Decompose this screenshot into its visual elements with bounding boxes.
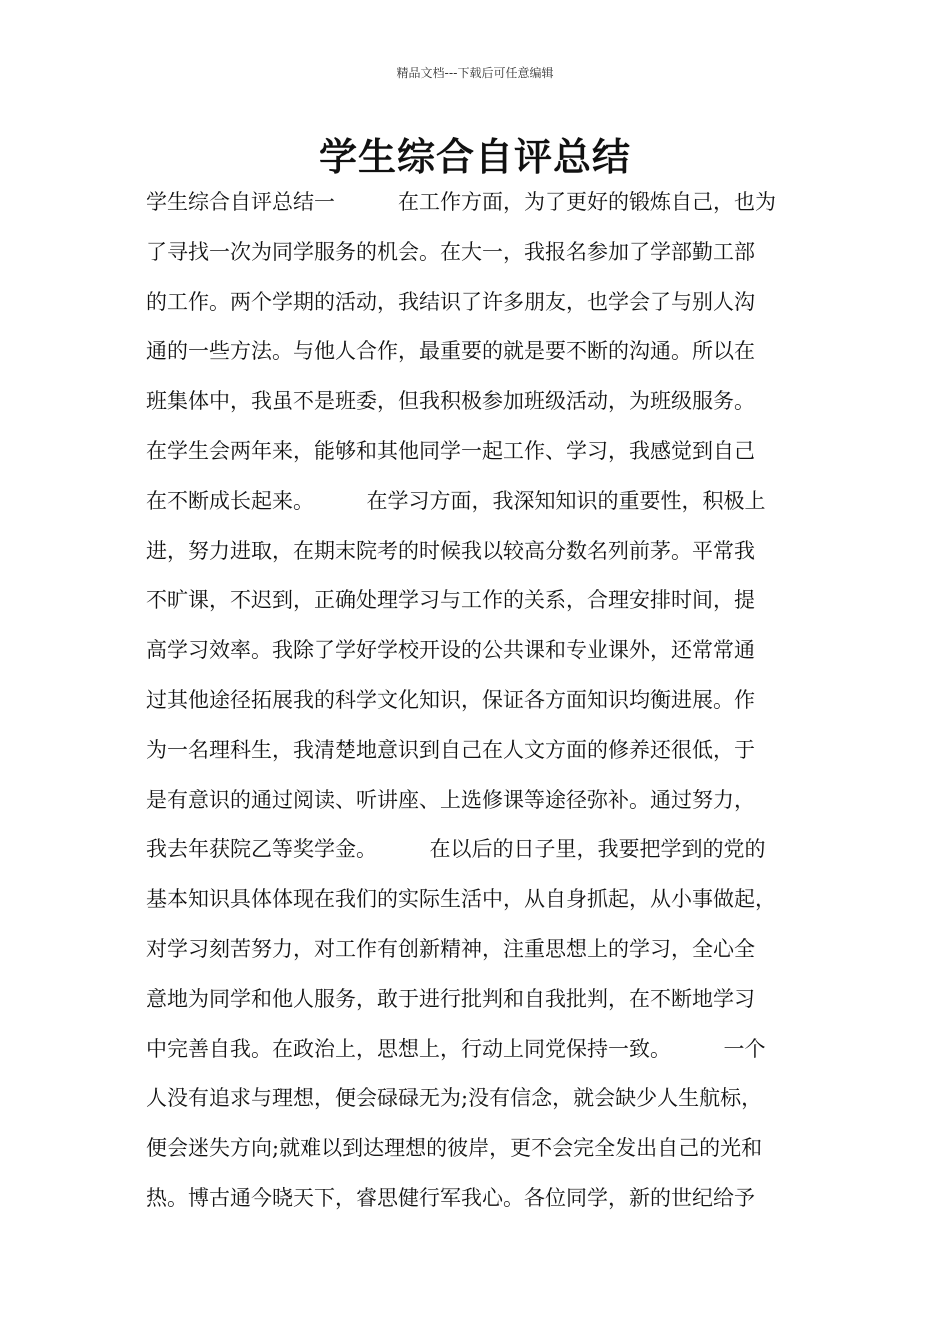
document-title: 学生综合自评总结: [318, 135, 631, 179]
body-line: 便会迷失方向;就难以到达理想的彼岸，更不会完全发出自己的光和: [146, 1136, 763, 1161]
body-line: 进，努力进取，在期末院考的时候我以较高分数名列前茅。平常我: [146, 538, 755, 563]
body-line: 对学习刻苦努力，对工作有创新精神，注重思想上的学习，全心全: [146, 936, 755, 961]
body-line: 意地为同学和他人服务，敢于进行批判和自我批判，在不断地学习: [146, 986, 755, 1011]
body-line: 高学习效率。我除了学好学校开设的公共课和专业课外，还常常通: [146, 638, 755, 663]
body-line: 为一名理科生，我清楚地意识到自己在人文方面的修养还很低，于: [146, 737, 755, 762]
body-line: 在不断成长起来。 在学习方面，我深知知识的重要性，积极上: [146, 488, 766, 513]
body-line: 是有意识的通过阅读、听讲座、上选修课等途径弥补。通过努力，: [146, 787, 755, 812]
body-line: 的工作。两个学期的活动，我结识了许多朋友，也学会了与别人沟: [146, 289, 755, 314]
body-line: 中完善自我。在政治上，思想上，行动上同党保持一致。 一个: [146, 1036, 766, 1061]
body-line: 热。博古通今晓天下，睿思健行军我心。各位同学，新的世纪给予: [146, 1185, 755, 1210]
body-line: 不旷课，不迟到，正确处理学习与工作的关系，合理安排时间，提: [146, 588, 755, 613]
body-line: 基本知识具体体现在我们的实际生活中，从自身抓起，从小事做起，: [146, 887, 776, 912]
body-line: 了寻找一次为同学服务的机会。在大一，我报名参加了学部勤工部: [146, 239, 755, 264]
body-line: 在学生会两年来，能够和其他同学一起工作、学习，我感觉到自己: [146, 438, 755, 463]
body-line: 班集体中，我虽不是班委，但我积极参加班级活动，为班级服务。: [146, 389, 755, 414]
body-line: 过其他途径拓展我的科学文化知识，保证各方面知识均衡进展。作: [146, 687, 755, 712]
document-body: [146, 178, 830, 1224]
header-note: 精品文档---下载后可任意编辑: [396, 66, 554, 80]
body-line: 人没有追求与理想，便会碌碌无为;没有信念，就会缺少人生航标，: [146, 1086, 763, 1111]
body-line: 学生综合自评总结一 在工作方面，为了更好的锻炼自己，也为: [146, 190, 776, 214]
body-line: 我去年获院乙等奖学金。 在以后的日子里，我要把学到的党的: [146, 837, 766, 862]
body-line: 通的一些方法。与他人合作，最重要的就是要不断的沟通。所以在: [146, 339, 755, 364]
